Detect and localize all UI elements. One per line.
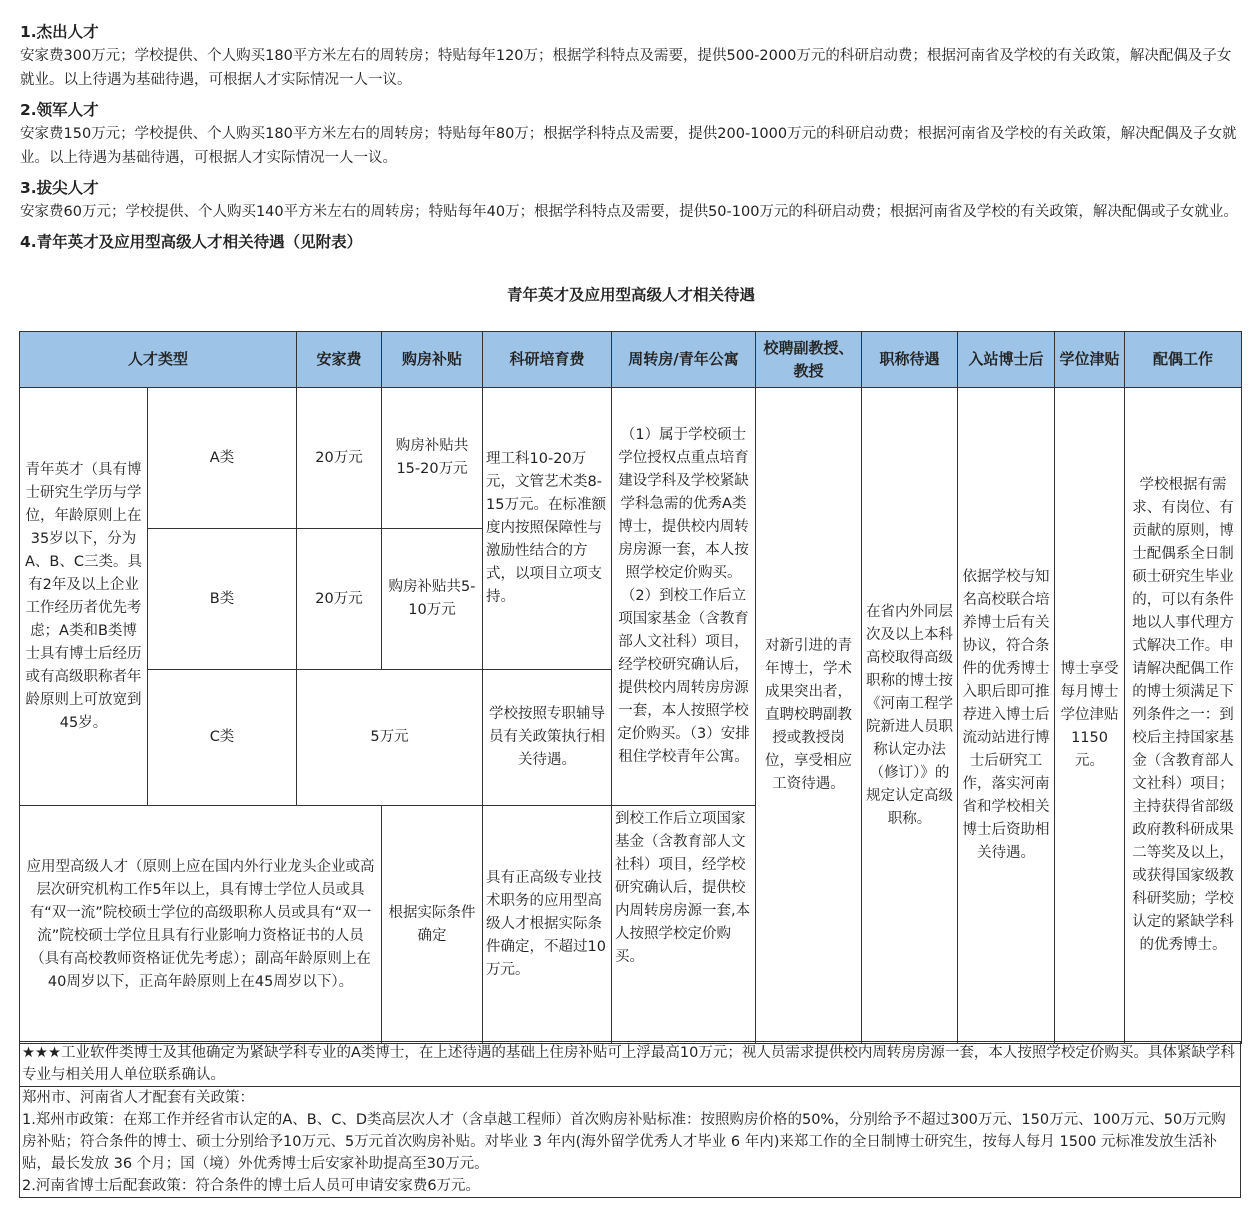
section-text-1: 安家费300万元；学校提供、个人购买180平方米左右的周转房；特贴每年120万；根据学科特点及需要，提供500-2000万元的科研启动费；根据河南省及学校的有关政策，解决配偶及子女就业。以上待遇为基础待遇，可根据人才实际情况一人一议。 — [20, 48, 1232, 88]
c-label: C类 — [148, 670, 297, 806]
header-spouse-work: 配偶工作 — [1125, 332, 1242, 388]
header-professor: 校聘副教授、教授 — [756, 332, 862, 388]
b-house-subsidy: 购房补贴共5-10万元 — [382, 529, 483, 670]
professor-appointment: 对新引进的青年博士，学术成果突出者，直聘校聘副教授或教授岗位，享受相应工资待遇。 — [756, 388, 862, 1044]
section-title-1: 1.杰出人才 — [20, 23, 99, 41]
b-settle-fee: 20万元 — [297, 529, 382, 670]
note-supporting-policy: 郑州市、河南省人才配套有关政策： 1.郑州市政策：在郑工作并经省市认定的A、B、C、D类高层次人才（含卓越工程师）首次购房补贴标准：按照购房价格的50%，分别给予不超过300万元、150万元、100万元、50万元购房补贴；符合条件的博士、硕士分别给予10万元、5万元首次购房补贴。对毕业 3 年内(海外留学优秀人才毕业 6 年内)来郑工作的全日制博士研究生，按每人每月 1500 元标准发放生活补贴，最长发放 36 个月；国（境）外优秀博士后安家补助提高至30万元。 2.河南省博士后配套政策：符合条件的博士后人员可申请安家费6万元。 — [20, 1086, 1240, 1197]
intro-sections — [20, 20, 1242, 254]
section-title-2: 2.领军人才 — [20, 101, 99, 119]
section-text-3: 安家费60万元；学校提供、个人购买140平方米左右的周转房；特贴每年40万；根据学科特点及需要，提供50-100万元的科研启动费；根据河南省及学校的有关政策，解决配偶或子女就业。 — [20, 204, 1238, 220]
applied-research-fund: 具有正高级专业技术职务的应用型高级人才根据实际条件确定，不超过10万元。 — [483, 806, 612, 1044]
applied-housing: 到校工作后立项国家基金（含教育部人文社科）项目，经学校研究确认后，提供校内周转房房源一套,本人按照学校定价购买。 — [612, 806, 756, 1044]
postdoc-treatment: 依据学校与知名高校联合培养博士后有关协议，符合条件的优秀博士入职后即可推荐进入博士后流动站进行博士后研究工作，落实河南省和学校相关博士后资助相关待遇。 — [958, 388, 1055, 1044]
spouse-work: 学校根据有需求、有岗位、有贡献的原则，博士配偶系全日制硕士研究生毕业的，可以有条件地以人事代理方式解决工作。申请解决配偶工作的博士须满足下列条件之一：到校后主持国家基金（含教育部人文社科）项目；主持获得省部级政府教科研成果二等奖及以上，或获得国家级教科研奖励；学校认定的紧缺学科的优秀博士。 — [1125, 388, 1242, 1044]
header-talent-type: 人才类型 — [20, 332, 297, 388]
header-row — [20, 332, 1242, 388]
header-research-fund: 科研培育费 — [483, 332, 612, 388]
b-label: B类 — [148, 529, 297, 670]
a-house-subsidy: 购房补贴共15-20万元 — [382, 388, 483, 529]
row-a — [20, 388, 1242, 529]
c-settle-combined: 5万元 — [297, 670, 483, 806]
notes-block — [19, 1041, 1241, 1198]
header-house-subsidy: 购房补贴 — [382, 332, 483, 388]
applied-settle-fee: 根据实际条件确定 — [382, 806, 483, 1044]
header-title-treatment: 职称待遇 — [862, 332, 958, 388]
treatment-table — [19, 331, 1242, 1044]
header-housing: 周转房/青年公寓 — [612, 332, 756, 388]
table-title: 青年英才及应用型高级人才相关待遇 — [506, 286, 755, 304]
a-settle-fee: 20万元 — [297, 388, 382, 529]
section-title-4: 4.青年英才及应用型高级人才相关待遇（见附表） — [20, 233, 363, 251]
header-settle-fee: 安家费 — [297, 332, 382, 388]
section-text-2: 安家费150万元；学校提供、个人购买180平方米左右的周转房；特贴每年80万；根据学科特点及需要，提供200-1000万元的科研启动费；根据河南省及学校的有关政策，解决配偶及子女就业。以上待遇为基础待遇，可根据人才实际情况一人一议。 — [20, 126, 1237, 166]
c-research-fund: 学校按照专职辅导员有关政策执行相关待遇。 — [483, 670, 612, 806]
applied-description: 应用型高级人才（原则上应在国内外行业龙头企业或高层次研究机构工作5年以上，具有博士学位人员或具有“双一流”院校硕士学位的高级职称人员或具有“双一流”院校硕士学位且具有行业影响力资格证书的人员（具有高校教师资格证优先考虑）；副高年龄原则上在40周岁以下，正高年龄原则上在45周岁以下）。 — [20, 806, 382, 1044]
section-title-3: 3.拔尖人才 — [20, 179, 99, 197]
note-shortage-discipline: ★★★工业软件类博士及其他确定为紧缺学科专业的A类博士，在上述待遇的基础上住房补贴可上浮最高10万元；视人员需求提供校内周转房房源一套，本人按照学校定价购买。具体紧缺学科专业与相关用人单位联系确认。 — [20, 1041, 1240, 1086]
title-treatment: 在省内外同层次及以上本科高校取得高级职称的博士按《河南工程学院新进人员职称认定办法（修订）》的规定认定高级职称。 — [862, 388, 958, 1044]
youth-housing: （1）属于学校硕士学位授权点重点培育建设学科及学校紧缺学科急需的优秀A类博士，提供校内周转房房源一套，本人按照学校定价购买。（2）到校工作后立项国家基金（含教育部人文社科）项目，经学校研究确认后，提供校内周转房房源一套，本人按照学校定价购买。（3）安排租住学校青年公寓。 — [612, 388, 756, 806]
header-degree-allowance: 学位津贴 — [1055, 332, 1125, 388]
header-postdoc: 入站博士后 — [958, 332, 1055, 388]
a-label: A类 — [148, 388, 297, 529]
ab-research-fund: 理工科10-20万元，文管艺术类8-15万元。在标准额度内按照保障性与激励性结合的方式，以项目立项支持。 — [483, 388, 612, 670]
degree-allowance: 博士享受每月博士学位津贴1150元。 — [1055, 388, 1125, 1044]
youth-description: 青年英才（具有博士研究生学历与学位，年龄原则上在35岁以下，分为A、B、C三类。具有2年及以上企业工作经历者优先考虑；A类和B类博士具有博士后经历或有高级职称者年龄原则上可放宽到45岁。 — [20, 388, 148, 806]
